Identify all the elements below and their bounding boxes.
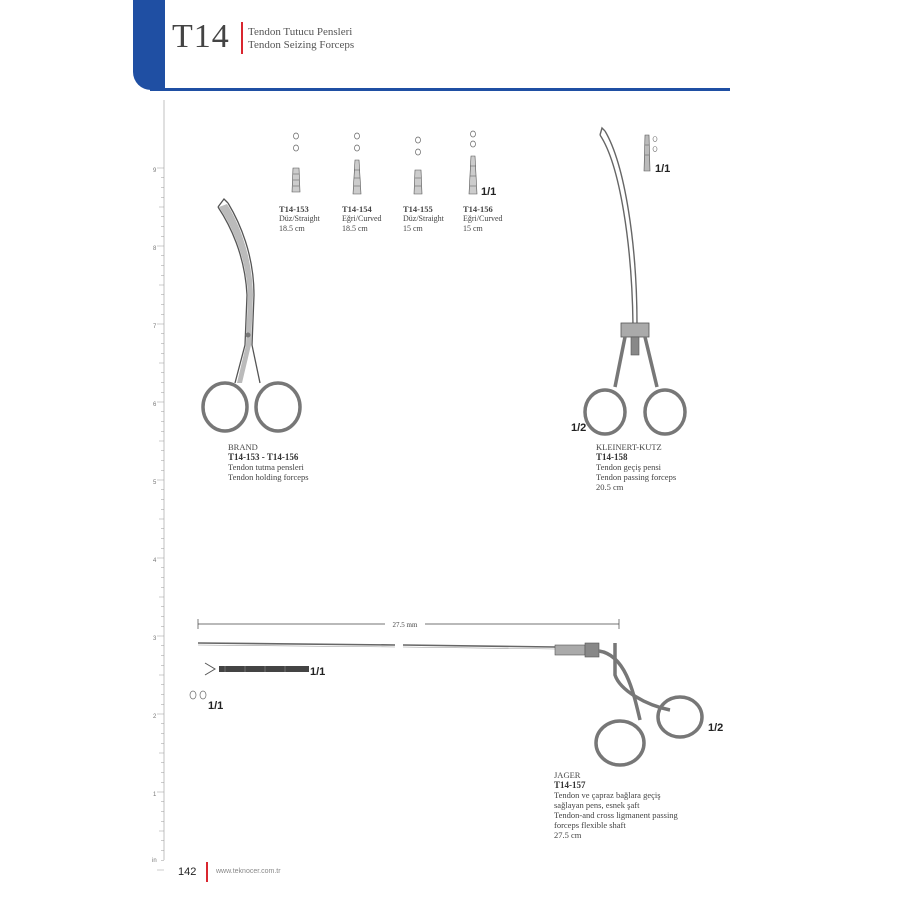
kleinert-forceps-illustration [575, 125, 705, 435]
scale-label-kleinert-tip: 1/1 [655, 163, 671, 175]
title-english: Tendon Seizing Forceps [248, 39, 355, 51]
brand-desc-tr: Tendon tutma pensleri [228, 462, 304, 472]
brand-code: T14-153 - T14-156 [228, 452, 299, 462]
tip-drawing-155 [414, 137, 422, 194]
footer-divider [206, 862, 208, 882]
jager-desc-tr-1: Tendon ve çapraz bağlara geçiş [554, 790, 661, 800]
brand-item-caption [228, 442, 309, 482]
tip-type: Düz/Straight [403, 214, 444, 223]
tip-size: 18.5 cm [342, 224, 368, 233]
jager-desc-en-2: forceps flexible shaft [554, 820, 626, 830]
tip-code: T14-155 [403, 204, 433, 214]
scale-label-jager: 1/2 [708, 722, 724, 734]
brand-forceps-illustration [190, 195, 320, 440]
scale-label-tips: 1/1 [481, 186, 497, 198]
kleinert-desc-en: Tendon passing forceps [596, 472, 677, 482]
tip-details [286, 130, 486, 200]
title-divider [241, 22, 243, 54]
kleinert-item-caption [596, 442, 676, 492]
jager-desc-tr-2: sağlayan pens, esnek şaft [554, 800, 640, 810]
ruler-number: 7 [153, 324, 157, 330]
jager-forceps-illustration [195, 615, 715, 785]
title-turkish: Tendon Tutucu Pensleri [248, 26, 353, 38]
tip-caption-154 [342, 204, 402, 234]
scale-label-jager-jaw: 1/1 [310, 666, 326, 678]
tip-caption-155 [403, 204, 463, 234]
ruler-number: 9 [153, 168, 157, 174]
jager-item-caption [554, 770, 678, 840]
ruler-unit: in [152, 858, 157, 864]
section-code: T14 [172, 18, 230, 55]
scale-label-kleinert: 1/2 [571, 422, 587, 434]
kleinert-size: 20.5 cm [596, 482, 624, 492]
tip-drawing-154 [353, 133, 361, 194]
tip-code: T14-153 [279, 204, 309, 214]
ruler-number: 1 [153, 792, 157, 798]
tip-size: 18.5 cm [279, 224, 305, 233]
ruler-number: 4 [153, 558, 157, 564]
brand-desc-en: Tendon holding forceps [228, 472, 309, 482]
tip-code: T14-154 [342, 204, 372, 214]
tip-size: 15 cm [463, 224, 483, 233]
jager-desc-en-1: Tendon-and cross ligmanent passing [554, 810, 678, 820]
jager-brand: JAGER [554, 770, 581, 780]
scale-label-jager-tip: 1/1 [208, 700, 224, 712]
website-link[interactable]: www.teknocer.com.tr [216, 868, 281, 875]
jager-code: T14-157 [554, 780, 586, 790]
kleinert-code: T14-158 [596, 452, 628, 462]
tip-drawing-156 [469, 131, 477, 194]
inch-ruler [150, 100, 170, 864]
kleinert-desc-tr: Tendon geçiş pensi [596, 462, 662, 472]
ruler-number: 6 [153, 402, 157, 408]
tip-drawing-153 [292, 133, 300, 192]
header-rule [150, 88, 730, 91]
jager-size: 27.5 cm [554, 830, 582, 840]
ruler-number: 2 [153, 714, 157, 720]
brand-name: BRAND [228, 442, 258, 452]
ruler-number: 5 [153, 480, 157, 486]
tip-size: 15 cm [403, 224, 423, 233]
ruler-number: 3 [153, 636, 157, 642]
tip-code: T14-156 [463, 204, 493, 214]
page-number: 142 [178, 866, 197, 878]
kleinert-brand: KLEINERT-KUTZ [596, 442, 662, 452]
tip-type: Eğri/Curved [342, 214, 382, 223]
tip-type: Düz/Straight [279, 214, 320, 223]
tip-type: Eğri/Curved [463, 214, 503, 223]
header-blue-tab [133, 0, 165, 90]
dimension-label: 27.5 mm [392, 621, 418, 629]
tip-caption-156 [463, 204, 523, 234]
ruler-number: 8 [153, 246, 157, 252]
